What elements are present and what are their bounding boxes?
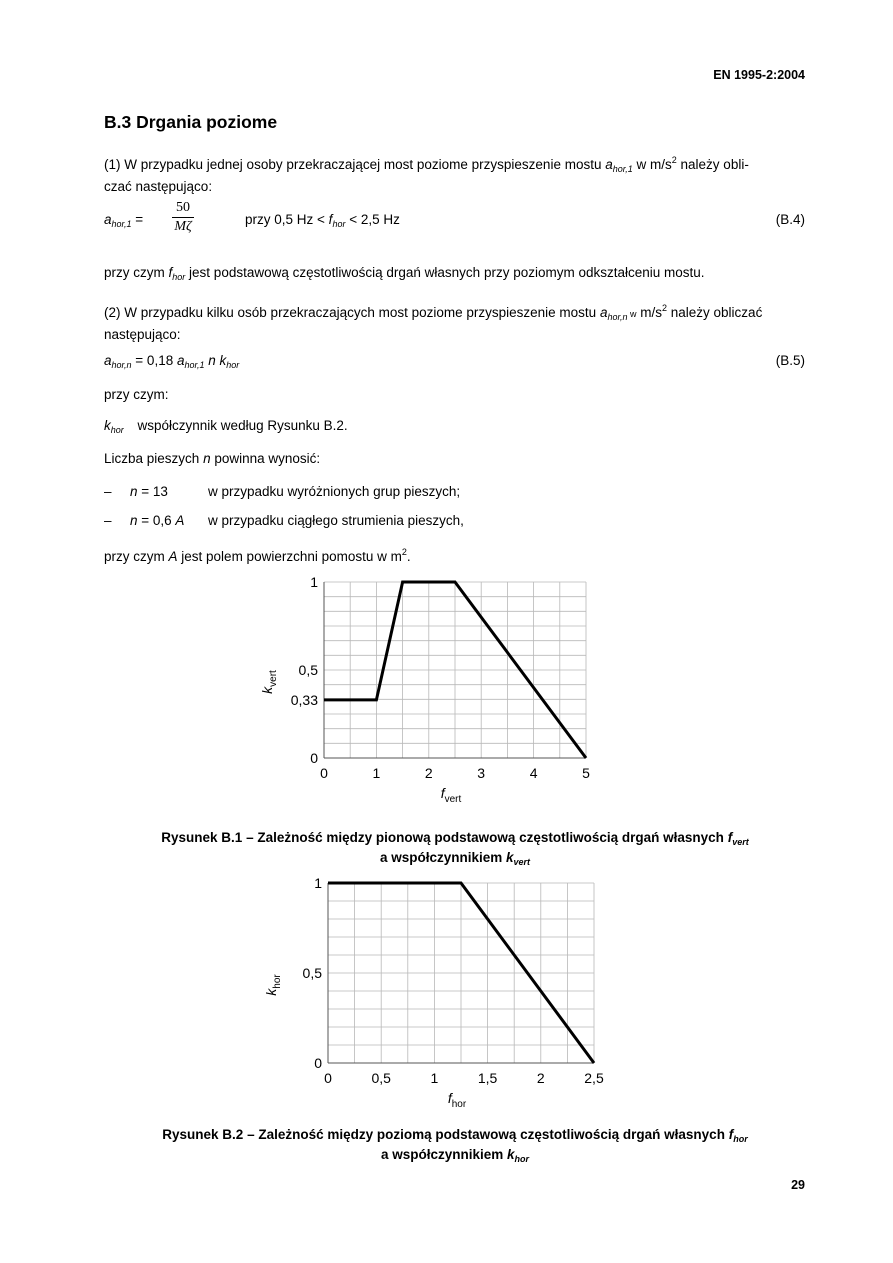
x-axis-label: $f_{vert}$ [440,785,462,805]
caption1-line2-prefix: a współczynnikiem [379,850,506,865]
section-title: B.3 Drgania poziome [104,112,278,132]
p2-var: a [599,305,608,320]
y-tick-label: 0,5 [302,965,322,981]
def-khor-sym: k [104,418,111,433]
y-tick-label: 0 [310,750,318,766]
list-item-var: n [130,513,138,528]
y-axis-label: $k_{hor}$ [263,974,283,996]
p1-line2: czać następująco: [104,179,213,194]
figure-caption-b2 [104,1127,806,1167]
list-item-dash: – [104,484,112,499]
x-tick-label: 1 [430,1070,439,1086]
x-tick-label: 0 [320,765,328,781]
p-fhor-prefix: przy czym [104,265,169,280]
eq-b5-a-sub: hor,1 [184,360,205,370]
y-tick-label: 1 [314,875,322,891]
caption2-line1-prefix: Rysunek B.2 – Zależność między poziomą podstawową częstotliwością drgań własnych [162,1127,729,1142]
x-tick-label: 4 [529,765,538,781]
x-tick-label: 2,5 [584,1070,604,1086]
area-note-prefix: przy czym [104,549,169,564]
caption2-line2-var: k [507,1147,515,1162]
p1-var: a [605,157,613,172]
area-note-var: A [168,549,178,564]
eq-b4-equals: = [131,212,144,227]
list-item-value [130,513,184,528]
p-fhor-var-sub: hor [172,272,186,282]
page-number: 29 [791,1178,805,1192]
area-note-sup: 2 [401,547,407,557]
def-khor-text: współczynnik według Rysunku B.2. [137,418,348,433]
x-tick-label: 2 [536,1070,545,1086]
area-note-suffix: . [406,549,411,564]
eq-b5-n: n [204,353,220,368]
eq-b4-cond-suffix: < 2,5 Hz [345,212,400,227]
caption1-line2-var: k [506,850,514,865]
eq-b4-lhs-sub: hor,1 [111,219,132,229]
eq-b4-condition [245,212,400,229]
x-tick-label: 2 [424,765,433,781]
eq-b4-fraction [172,200,194,235]
x-tick-label: 3 [477,765,486,781]
x-axis-label: $f_{hor}$ [447,1090,467,1110]
y-axis-label: $k_{vert}$ [259,670,279,694]
list-item [104,484,461,499]
paragraph-fhor [104,264,806,286]
x-tick-label: 1 [372,765,381,781]
eq-b5-lhs-sub: hor,n [111,360,132,370]
eq-b4-cond-prefix: przy 0,5 Hz < [245,212,329,227]
y-tick-label: 0 [314,1055,322,1071]
y-tick-label: 1 [310,574,318,590]
p1-suffix: należy obli- [676,157,749,172]
caption2-line1-sub: hor [733,1134,748,1144]
list-item-value-pre: = 0,6 [137,513,176,528]
list-item-dash: – [104,513,112,528]
document-header-standard-id: EN 1995-2:2004 [713,68,805,82]
list-item-text: w przypadku ciągłego strumienia pieszych, [208,513,464,528]
p2-middle: m/s [636,305,662,320]
chart-khor [0,868,893,1118]
paragraph-2 [104,300,806,343]
list-item-value [130,484,168,499]
equation-b5-number: (B.5) [775,353,805,368]
n-intro-var: n [203,451,211,466]
list-item-var: n [130,484,138,499]
area-note [104,547,411,564]
eq-b4-cond-var: f [328,212,333,227]
n-intro-prefix: Liczba pieszych [104,451,204,466]
caption1-line1-sub: vert [732,837,749,847]
list-item-text: w przypadku wyróżnionych grup pieszych; [208,484,461,499]
where-label: przy czym: [104,387,169,402]
figure-caption-b1 [104,830,806,870]
p1-prefix: (1) W przypadku jednej osoby przekraczającej most poziome przyspieszenie mostu [104,157,606,172]
p1-var-sub: hor,1 [612,164,633,174]
p1-middle: w m/s [632,157,672,172]
def-khor-sym-sub: hor [110,425,124,435]
equation-b4-number: (B.4) [775,212,805,227]
p2-sup: 2 [662,303,668,313]
x-tick-label: 1,5 [477,1070,498,1086]
eq-b4-denominator: Mζ [174,219,192,234]
p1-sup: 2 [671,155,677,165]
equation-b5 [104,353,239,370]
area-note-middle: jest polem powierzchni pomostu w m [177,549,402,564]
eq-b5-mid: = 0,18 [131,353,177,368]
definition-khor [104,418,348,435]
list-item-value-text: = 13 [137,484,168,499]
caption2-line2-sub: hor [514,1154,530,1164]
p2-var-sub: hor,n [607,312,628,322]
y-tick-label: 0,33 [290,691,318,708]
paragraph-1 [104,152,806,195]
eq-b4-lhs: a [104,212,112,227]
y-tick-label: 0,5 [298,662,318,678]
n-intro-suffix: powinna wynosić: [210,451,321,466]
x-tick-label: 5 [582,765,590,781]
eq-b5-a: a [176,353,185,368]
eq-b4-cond-sub: hor [332,219,346,229]
eq-b5-k-sub: hor [226,360,240,370]
caption2-line2-prefix: a współczynnikiem [380,1147,508,1162]
chart-kvert [0,570,893,820]
caption2-line1-var: f [728,1127,734,1142]
p2-prefix: (2) W przypadku kilku osób przekraczających most poziome przyspieszenie mostu [104,305,600,320]
x-tick-label: 0,5 [371,1070,391,1086]
p-fhor-var: f [168,265,173,280]
eq-b5-k: k [219,353,227,368]
caption1-line2-sub: vert [513,857,531,867]
p-fhor-suffix: jest podstawową częstotliwością drgań własnych przy poziomym odkształceniu mostu. [185,265,705,280]
p2-line2: następująco: [104,327,181,342]
p2-suffix: należy obliczać [667,305,763,320]
list-item [104,513,464,528]
x-tick-label: 0 [324,1070,332,1086]
eq-b4-numerator: 50 [172,200,194,218]
eq-b5-lhs: a [104,353,112,368]
n-intro [104,451,320,466]
list-item-value-var: A [175,513,185,528]
caption1-line1-var: f [727,830,733,845]
caption1-line1-prefix: Rysunek B.1 – Zależność między pionową podstawową częstotliwością drgań własnych [161,830,728,845]
p2-small-w: w [627,309,637,319]
